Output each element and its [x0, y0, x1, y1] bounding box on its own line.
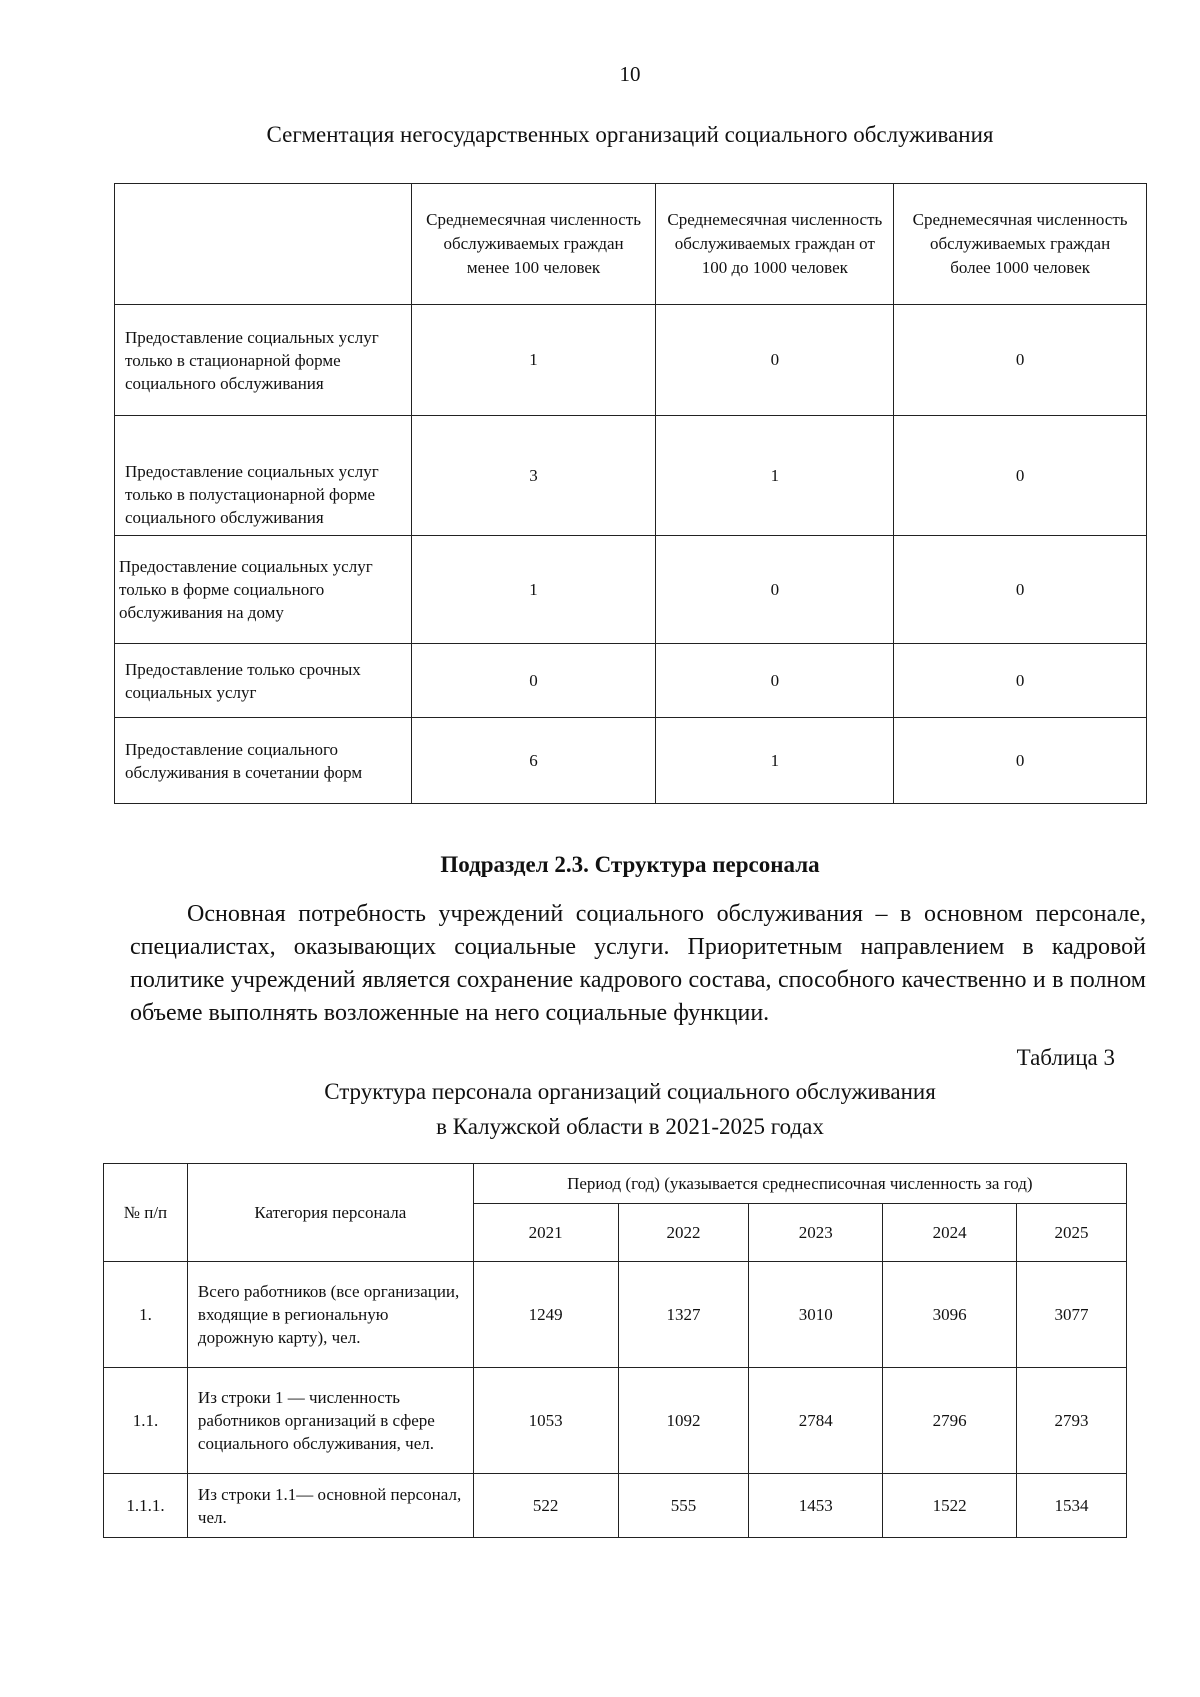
segmentation-cell: 6	[411, 718, 656, 804]
body-paragraph: Основная потребность учреждений социального обслуживания – в основном персонале, специалистах, оказывающих социальные услуги. Приоритетным направлением в кадровой политике учреждений является сохранение кадрового состава, способного качественно и в полном объеме выполнять возложенные на него социальные функции.	[130, 901, 1146, 1026]
staff-row	[104, 1474, 1127, 1538]
segmentation-cell: 0	[656, 305, 894, 416]
staff-cell: 2784	[749, 1368, 883, 1474]
segmentation-cell: 0	[411, 644, 656, 718]
segmentation-cell: 1	[411, 305, 656, 416]
table-title-line: Структура персонала организаций социального обслуживания	[324, 1079, 936, 1104]
row-category: Всего работников (все организации, входящие в региональную дорожную карту), чел.	[187, 1262, 473, 1368]
row-number: 1.1.	[104, 1368, 188, 1474]
staff-row	[104, 1368, 1127, 1474]
table-title-line: в Калужской области в 2021-2025 годах	[436, 1114, 824, 1139]
segmentation-cell: 1	[656, 416, 894, 536]
staff-cell: 1327	[618, 1262, 749, 1368]
segmentation-header-gt1000: Среднемесячная численность обслуживаемых граждан более 1000 человек	[894, 184, 1147, 305]
column-header-year: 2021	[473, 1204, 618, 1262]
segmentation-row	[115, 718, 1147, 804]
segmentation-cell: 0	[894, 644, 1147, 718]
segmentation-header-empty	[115, 184, 412, 305]
staff-cell: 2793	[1017, 1368, 1127, 1474]
segmentation-table	[114, 183, 1147, 804]
row-number: 1.	[104, 1262, 188, 1368]
segmentation-cell: 0	[656, 536, 894, 644]
segmentation-cell: 3	[411, 416, 656, 536]
segmentation-header-lt100: Среднемесячная численность обслуживаемых граждан менее 100 человек	[411, 184, 656, 305]
segmentation-row-label: Предоставление социальных услуг только в стационарной форме социального обслуживания	[115, 305, 412, 416]
staff-cell: 1534	[1017, 1474, 1127, 1538]
staff-cell: 555	[618, 1474, 749, 1538]
segmentation-row	[115, 644, 1147, 718]
segmentation-cell: 0	[894, 718, 1147, 804]
staff-cell: 2796	[883, 1368, 1017, 1474]
segmentation-cell: 1	[656, 718, 894, 804]
segmentation-row-label: Предоставление социального обслуживания в сочетании форм	[115, 718, 412, 804]
segmentation-row-label: Предоставление только срочных социальных услуг	[115, 644, 412, 718]
segmentation-header-row	[115, 184, 1147, 305]
segmentation-row	[115, 416, 1147, 536]
column-header-number: № п/п	[104, 1164, 188, 1262]
segmentation-row-label: Предоставление социальных услуг только в форме социального обслуживания на дому	[115, 536, 412, 644]
segmentation-cell: 1	[411, 536, 656, 644]
staff-cell: 3096	[883, 1262, 1017, 1368]
row-category: Из строки 1 — численность работников организаций в сфере социального обслуживания, чел.	[187, 1368, 473, 1474]
table-caption: Таблица 3	[1016, 1045, 1115, 1070]
segmentation-title: Сегментация негосударственных организаций социального обслуживания	[266, 122, 994, 147]
staff-cell: 3077	[1017, 1262, 1127, 1368]
column-header-category: Категория персонала	[187, 1164, 473, 1262]
staff-cell: 1249	[473, 1262, 618, 1368]
table-title	[0, 1074, 1200, 1144]
segmentation-row	[115, 536, 1147, 644]
segmentation-header-100-1000: Среднемесячная численность обслуживаемых граждан от 100 до 1000 человек	[656, 184, 894, 305]
row-number: 1.1.1.	[104, 1474, 188, 1538]
column-header-year: 2022	[618, 1204, 749, 1262]
staff-header-row	[104, 1164, 1127, 1204]
staff-cell: 1522	[883, 1474, 1017, 1538]
segmentation-cell: 0	[894, 536, 1147, 644]
staff-cell: 3010	[749, 1262, 883, 1368]
segmentation-cell: 0	[894, 305, 1147, 416]
column-header-year: 2023	[749, 1204, 883, 1262]
subsection-title: Подраздел 2.3. Структура персонала	[440, 852, 820, 877]
staff-row	[104, 1262, 1127, 1368]
segmentation-row	[115, 305, 1147, 416]
staff-cell: 522	[473, 1474, 618, 1538]
column-header-year: 2025	[1017, 1204, 1127, 1262]
segmentation-row-label: Предоставление социальных услуг только в полустационарной форме социального обслуживания	[115, 416, 412, 536]
staff-cell: 1053	[473, 1368, 618, 1474]
staff-cell: 1453	[749, 1474, 883, 1538]
column-header-period: Период (год) (указывается среднесписочная численность за год)	[473, 1164, 1126, 1204]
page-number: 10	[619, 62, 641, 86]
staff-structure-table	[103, 1163, 1127, 1538]
segmentation-cell: 0	[894, 416, 1147, 536]
segmentation-cell: 0	[656, 644, 894, 718]
column-header-year: 2024	[883, 1204, 1017, 1262]
staff-cell: 1092	[618, 1368, 749, 1474]
row-category: Из строки 1.1— основной персонал, чел.	[187, 1474, 473, 1538]
